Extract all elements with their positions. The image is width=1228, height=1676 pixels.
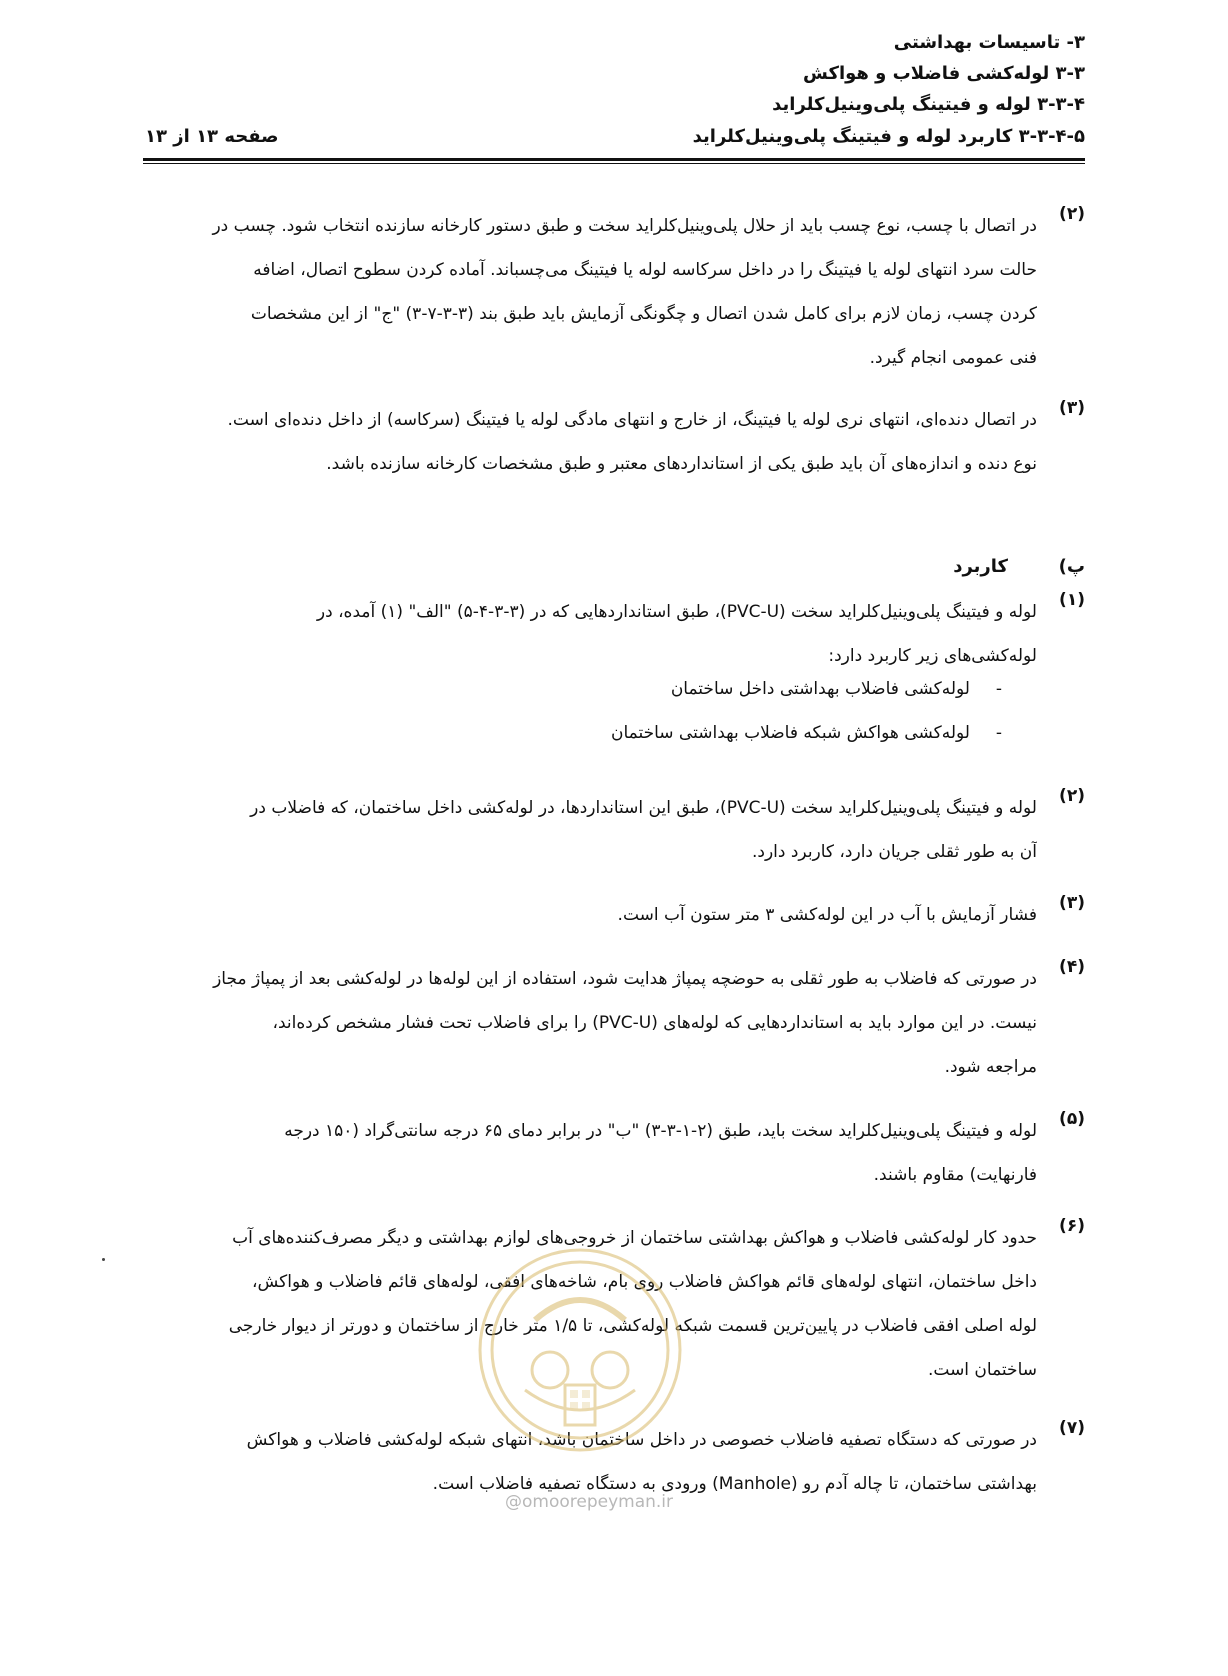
item-line: ساختمان است. xyxy=(927,1360,1037,1380)
bullet-text: لوله‌کشی فاضلاب بهداشتی داخل ساختمان xyxy=(670,679,970,699)
item-line: در اتصال با چسب، نوع چسب باید از حلال پلی‌وینیل‌کلراید سخت و طبق دستور کارخانه سازنده انتخاب شود. چسب در xyxy=(212,216,1037,236)
item-number: (۱) xyxy=(1059,590,1085,610)
scan-dot xyxy=(102,1258,105,1261)
section-letter: پ) xyxy=(1058,556,1085,577)
item-number: (۶) xyxy=(1059,1216,1085,1236)
item-number: (۷) xyxy=(1059,1418,1085,1438)
page-number: صفحه ۱۳ از ۱۳ xyxy=(145,126,279,147)
item-number: (۵) xyxy=(1059,1109,1085,1129)
bullet-dash: - xyxy=(995,679,1002,699)
item-line: لوله‌کشی‌های زیر کاربرد دارد: xyxy=(828,646,1037,666)
item-line: حالت سرد انتهای لوله یا فیتینگ را در داخل سرکاسه لوله یا فیتینگ می‌چسباند. آماده کردن سطوح اتصال، اضافه xyxy=(253,260,1037,280)
item-line: بهداشتی ساختمان، تا چاله آدم رو (Manhole) ورودی به دستگاه تصفیه فاضلاب است. xyxy=(432,1474,1037,1494)
item-line: در صورتی که دستگاه تصفیه فاضلاب خصوصی در داخل ساختمان باشد، انتهای شبکه لوله‌کشی فاضلاب و هواکش xyxy=(246,1430,1037,1450)
item-number: (۳) xyxy=(1059,893,1085,913)
item-number: (۳) xyxy=(1059,398,1085,418)
item-line: داخل ساختمان، انتهای لوله‌های قائم هواکش فاضلاب روی بام، شاخه‌های افقی، لوله‌های قائم فاضلاب و هواکش، xyxy=(252,1272,1037,1292)
item-line: لوله و فیتینگ پلی‌وینیل‌کلراید سخت باید، طبق (۲-۱-۳-۳) "ب" در برابر دمای ۶۵ درجه سانتی‌گراد (۱۵۰ درجه xyxy=(284,1121,1037,1141)
item-line: لوله و فیتینگ پلی‌وینیل‌کلراید سخت (PVC-U)، طبق استانداردهایی که در (۳-۳-۴-۵) "الف" (۱) آمده، در xyxy=(316,602,1037,622)
header-rule-thin xyxy=(143,163,1085,164)
item-number: (۴) xyxy=(1059,957,1085,977)
item-line: آن به طور ثقلی جریان دارد، کاربرد دارد. xyxy=(751,842,1037,862)
section-title: کاربرد xyxy=(953,556,1008,577)
header-topic: ۳-۳-۴-۵ کاربرد لوله و فیتینگ پلی‌وینیل‌کلراید xyxy=(692,126,1085,147)
item-line: مراجعه شود. xyxy=(944,1057,1037,1077)
header-rule xyxy=(143,158,1085,161)
item-number: (۲) xyxy=(1059,786,1085,806)
item-line: در صورتی که فاضلاب به طور ثقلی به حوضچه پمپاژ هدایت شود، استفاده از این لوله‌ها در لوله‌کشی بعد از پمپاژ مجاز xyxy=(213,969,1037,989)
header-section: ۳-۳ لوله‌کشی فاضلاب و هواکش xyxy=(803,63,1085,84)
item-line: نوع دنده و اندازه‌های آن باید طبق یکی از استانداردهای معتبر و طبق مشخصات کارخانه سازنده باشد. xyxy=(326,454,1037,474)
item-line: نیست. در این موارد باید به استانداردهایی که لوله‌های (PVC-U) را برای فاضلاب تحت فشار مشخص کرده‌اند، xyxy=(272,1013,1037,1033)
item-line: فشار آزمایش با آب در این لوله‌کشی ۳ متر ستون آب است. xyxy=(617,905,1037,925)
item-line: لوله و فیتینگ پلی‌وینیل‌کلراید سخت (PVC-U)، طبق این استانداردها، در لوله‌کشی داخل ساختمان، که فاضلاب در xyxy=(250,798,1037,818)
item-line: فارنهایت) مقاوم باشند. xyxy=(873,1165,1037,1185)
item-line: لوله اصلی افقی فاضلاب در پایین‌ترین قسمت شبکه لوله‌کشی، تا ۱/۵ متر خارج از ساختمان و دورتر از دیوار خارجی xyxy=(228,1316,1037,1336)
bullet-text: لوله‌کشی هواکش شبکه فاضلاب بهداشتی ساختمان xyxy=(610,723,970,743)
item-line: در اتصال دنده‌ای، انتهای نری لوله یا فیتینگ، از خارج و انتهای مادگی لوله یا فیتینگ (سرکاسه) از داخل دنده‌ای است. xyxy=(227,410,1037,430)
item-line: حدود کار لوله‌کشی فاضلاب و هواکش بهداشتی ساختمان از خروجی‌های لوازم بهداشتی و دیگر مصرف‌کننده‌های آب xyxy=(232,1228,1037,1248)
item-line: کردن چسب، زمان لازم برای کامل شدن اتصال و چگونگی آزمایش باید طبق بند (۳-۳-۷-۳) "ج" از این مشخصات xyxy=(250,304,1037,324)
header-subsection: ۳-۳-۴ لوله و فیتینگ پلی‌وینیل‌کلراید xyxy=(772,94,1085,115)
item-line: فنی عمومی انجام گیرد. xyxy=(869,348,1037,368)
header-chapter: ۳- تاسیسات بهداشتی xyxy=(893,32,1085,53)
item-number: (۲) xyxy=(1059,204,1085,224)
company-seal-icon xyxy=(465,1240,695,1480)
bullet-dash: - xyxy=(995,723,1002,743)
watermark-url: @omoorepeyman.ir xyxy=(505,1492,674,1512)
